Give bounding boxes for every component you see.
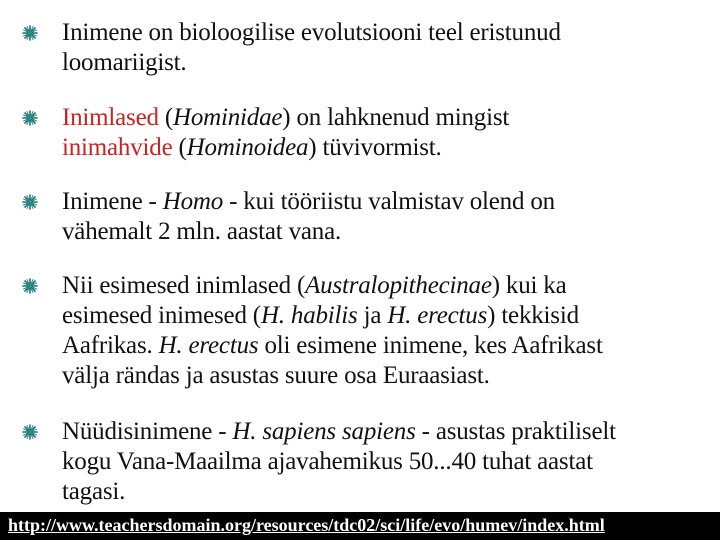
italic-term: H. habilis [260,302,358,329]
italic-term: Homo [162,188,224,215]
highlighted-term: inimahvide [62,134,173,161]
italic-term: Hominoidea [186,134,309,161]
footer-bar [0,512,720,540]
source-link[interactable]: http://www.teachersdomain.org/resources/tdc02/sci/life/evo/humev/index.html [8,515,605,535]
italic-term: Hominidae [172,104,283,131]
text-run: - asustas praktiliselt [415,418,616,445]
text-run: esimesed inimesed ( [62,302,261,329]
text-run: kogu Vana-Maailma ajavahemikus 50...40 tuhat aastat [62,448,593,475]
text-run: Nii esimesed inimlased ( [62,272,306,299]
text-run: ) tüvivormist. [308,134,442,161]
bullet-text [62,103,712,163]
text-run: ) tekkisid [487,302,579,329]
starburst-bullet-icon [22,424,38,440]
starburst-bullet-icon [22,25,38,41]
text-run: Nüüdisinimene - [62,418,233,445]
bullet-text [62,271,712,391]
starburst-bullet-icon [22,194,38,210]
italic-term: H. erectus [387,302,488,329]
text-run: - kui tööriistu valmistav olend on [223,188,555,215]
italic-term: Australopithecinae [305,272,492,299]
text-run: ( [158,104,173,131]
text-run: välja rändas ja asustas suure osa Euraasiast. [62,362,490,389]
text-run: Aafrikas. [62,332,159,359]
bullet-text [62,417,712,507]
italic-term: H. erectus [158,332,259,359]
text-run: Inimene on bioloogilise evolutsiooni teel eristunud [62,19,561,46]
text-run: loomariigist. [62,49,187,76]
highlighted-term: Inimlased [62,104,159,131]
text-run: ( [172,134,187,161]
text-run: vähemalt 2 mln. aastat vana. [62,218,342,245]
text-run: Inimene - [62,188,163,215]
text-run: ja [357,302,388,329]
starburst-bullet-icon [22,110,38,126]
italic-term: H. sapiens sapiens [232,418,416,445]
text-run: oli esimene inimene, kes Aafrikast [258,332,603,359]
text-run: ) on lahknenud mingist [282,104,510,131]
bullet-text [62,18,712,78]
starburst-bullet-icon [22,278,38,294]
bullet-text [62,187,712,247]
text-run: tagasi. [62,478,126,505]
text-run: ) kui ka [491,272,567,299]
